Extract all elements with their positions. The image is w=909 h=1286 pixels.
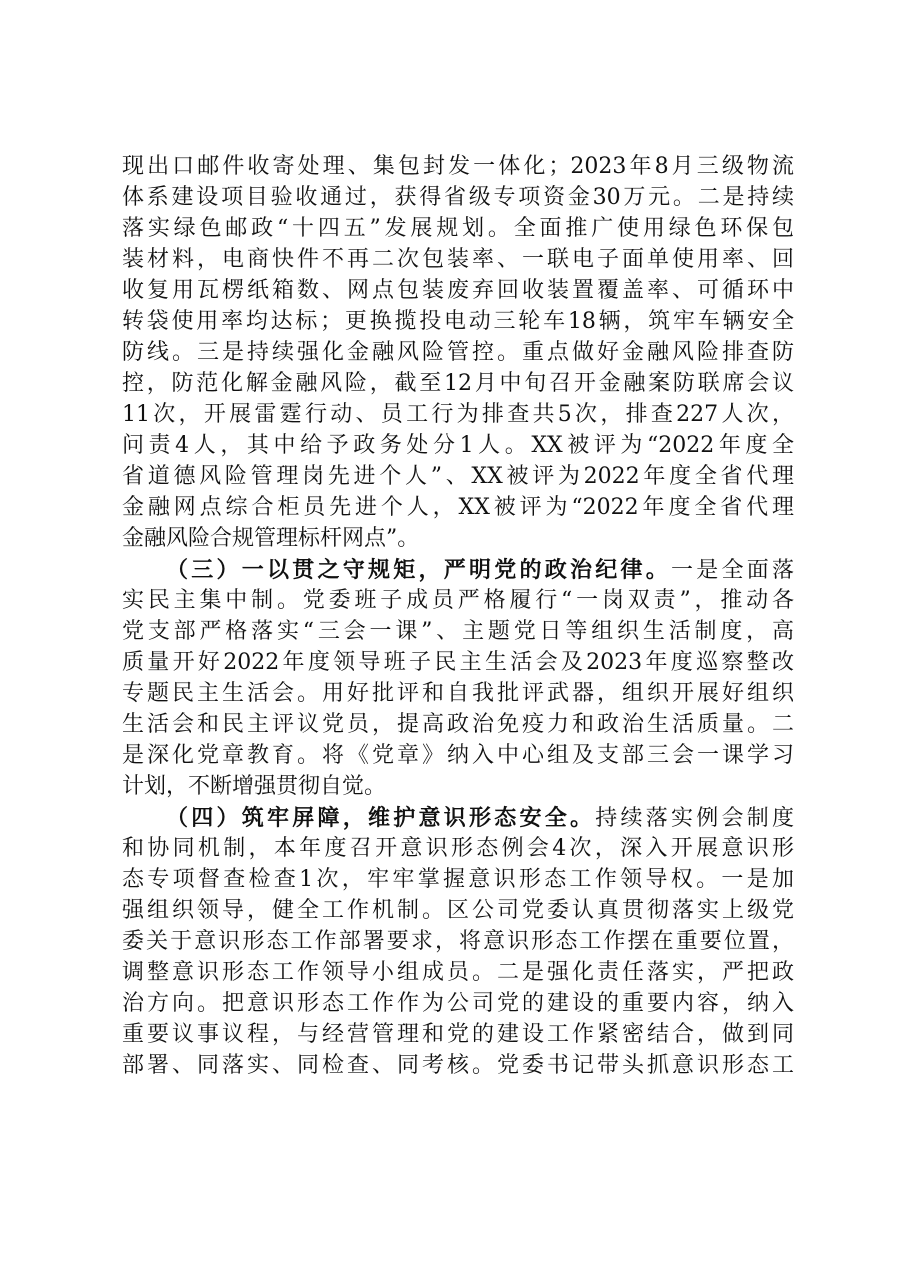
section-three-first-line <box>166 553 794 587</box>
section-three-lead-text: 一是全面落 <box>670 558 794 583</box>
section-four-lead-text: 持续落实例会制度 <box>595 806 794 831</box>
body-text-line: 专题民主生活会。用好批评和自我批评武器，组织开展好组织 <box>122 681 794 706</box>
body-text-line: 金融风险合规管理标杆网点”。 <box>122 526 420 551</box>
body-text-line: 防线。三是持续强化金融风险管控。重点做好金融风险排查防 <box>122 340 794 365</box>
body-text-line: 委关于意识形态工作部署要求，将意识形态工作摆在重要位置， <box>122 929 794 954</box>
body-text-line: 落实绿色邮政“十四五”发展规划。全面推广使用绿色环保包 <box>122 216 794 241</box>
body-text-line: 部署、同落实、同检查、同考核。党委书记带头抓意识形态工 <box>122 1053 794 1078</box>
body-text-line: 强组织领导，健全工作机制。区公司党委认真贯彻落实上级党 <box>122 898 794 923</box>
body-text-line: 和协同机制，本年度召开意识形态例会4次，深入开展意识形 <box>122 836 794 861</box>
section-three-heading: （三）一以贯之守规矩，严明党的政治纪律。 <box>166 557 671 583</box>
section-four-first-line <box>166 801 794 835</box>
body-text-line: 11次，开展雷霆行动、员工行为排查共5次，排查227人次， <box>122 402 794 427</box>
body-text-line: 调整意识形态工作领导小组成员。二是强化责任落实，严把政 <box>122 960 794 985</box>
body-text-line: 是深化党章教育。将《党章》纳入中心组及支部三会一课学习 <box>122 743 794 768</box>
body-text-line: 问责4人，其中给予政务处分1人。XX被评为“2022年度全 <box>122 433 794 458</box>
body-text-line: 重要议事议程，与经营管理和党的建设工作紧密结合，做到同 <box>122 1022 794 1047</box>
body-text-line: 转袋使用率均达标；更换揽投电动三轮车18辆，筑牢车辆安全 <box>122 309 794 334</box>
body-text-line: 态专项督查检查1次，牢牢掌握意识形态工作领导权。一是加 <box>122 867 794 892</box>
body-text-line: 实民主集中制。党委班子成员严格履行“一岗双责”，推动各 <box>122 588 794 613</box>
body-text-line: 现出口邮件收寄处理、集包封发一体化；2023年8月三级物流 <box>122 154 794 179</box>
body-text-line: 金融网点综合柜员先进个人，XX被评为“2022年度全省代理 <box>122 495 794 520</box>
section-four-heading: （四）筑牢屏障，维护意识形态安全。 <box>166 805 596 831</box>
body-text-line: 控，防范化解金融风险，截至12月中旬召开金融案防联席会议 <box>122 371 794 396</box>
body-text-line: 收复用瓦楞纸箱数、网点包装废弃回收装置覆盖率、可循环中 <box>122 278 794 303</box>
body-text-line: 省道德风险管理岗先进个人”、XX被评为2022年度全省代理 <box>122 464 794 489</box>
body-text-line: 治方向。把意识形态工作作为公司党的建设的重要内容，纳入 <box>122 991 794 1016</box>
body-text-line: 质量开好2022年度领导班子民主生活会及2023年度巡察整改 <box>122 650 794 675</box>
body-text-line: 体系建设项目验收通过，获得省级专项资金30万元。二是持续 <box>122 185 794 210</box>
body-text-line: 装材料，电商快件不再二次包装率、一联电子面单使用率、回 <box>122 247 794 272</box>
body-text-line: 计划，不断增强贯彻自觉。 <box>122 774 387 799</box>
body-text-line: 生活会和民主评议党员，提高政治免疫力和政治生活质量。二 <box>122 712 794 737</box>
body-text-line: 党支部严格落实“三会一课”、主题党日等组织生活制度，高 <box>122 619 794 644</box>
